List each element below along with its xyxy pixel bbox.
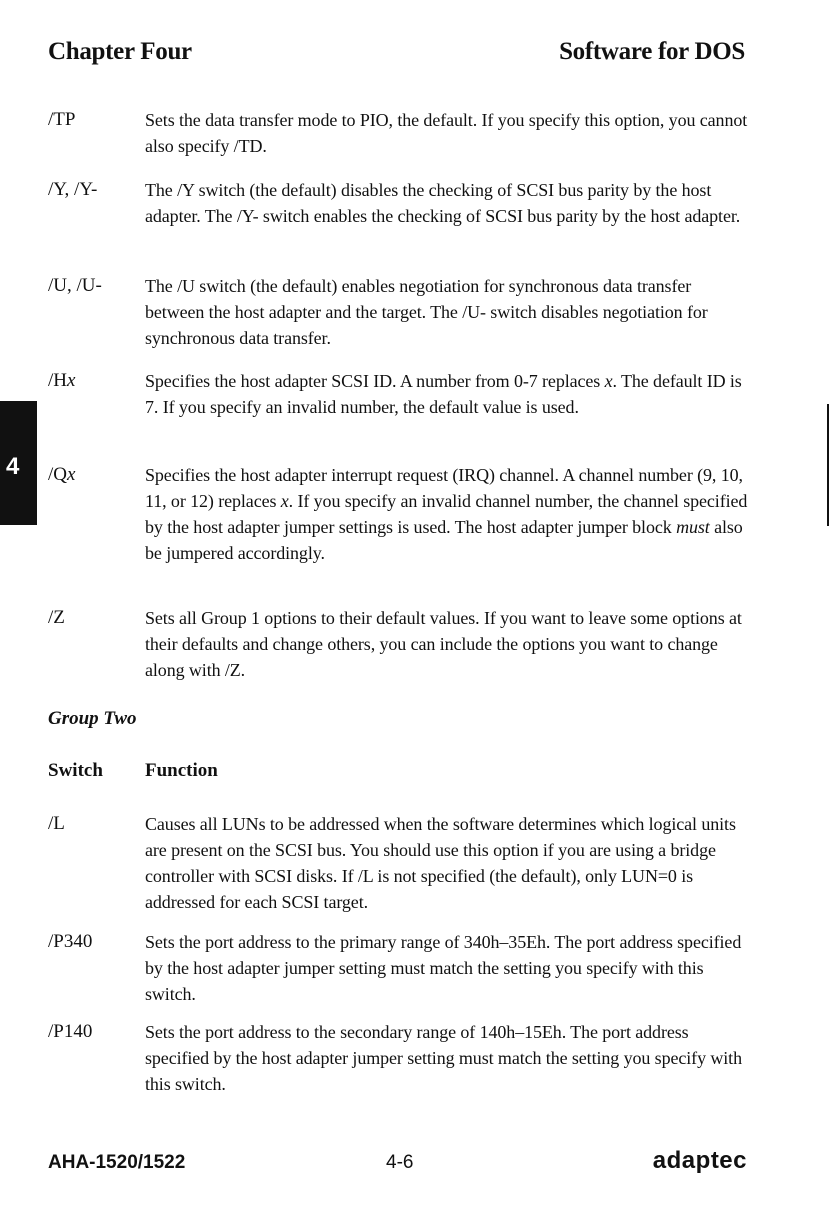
adaptec-logo: adaptec [652, 1147, 747, 1174]
chapter-title: Chapter Four [48, 38, 192, 65]
switch-name: /TP [48, 109, 76, 130]
switch-variable: x [67, 464, 76, 485]
switch-description: Causes all LUNs to be addressed when the software determines which logical units are present on the SCSI bus. You should use this option if you are using a bridge controller with SCSI disks. If /L is not specified (the default), only LUN=0 is addressed for each SCSI target. [145, 814, 736, 912]
column-header-function: Function [145, 760, 218, 781]
desc-text: also be jumpered accordingly. [145, 517, 743, 563]
desc-text: . If you specify an invalid channel number, the channel specified by the host adapter jumper settings is used. The host adapter jumper block [145, 491, 748, 537]
switch-description: Sets the port address to the primary range of 340h–35Eh. The port address specified by the host adapter jumper setting must match the setting you specify with this switch. [145, 932, 742, 1004]
page-header [48, 38, 748, 78]
switch-description: Sets the port address to the secondary range of 140h–15Eh. The port address specified by the host adapter jumper setting must match the setting you specify with this switch. [145, 1022, 742, 1094]
switch-name [48, 462, 75, 488]
switch-description: The /U switch (the default) enables negotiation for synchronous data transfer between the host adapter and the target. The /U- switch disables negotiation for synchronous data transfer. [145, 276, 708, 348]
switch-description [145, 368, 750, 420]
switch-prefix: /H [48, 370, 67, 391]
desc-variable: x [604, 371, 613, 391]
column-header-switch: Switch [48, 760, 103, 781]
switch-variable: x [67, 370, 76, 391]
switch-name: /P340 [48, 931, 93, 952]
chapter-tab-number: 4 [6, 453, 20, 480]
switch-description: Sets all Group 1 options to their default values. If you want to leave some options at their defaults and change others, you can include the options you want to change along with /Z. [145, 608, 742, 680]
chapter-side-tab [0, 401, 37, 525]
switch-description [145, 462, 750, 566]
section-title: Software for DOS [559, 38, 745, 65]
switch-name: /U, /U- [48, 275, 102, 296]
desc-variable: x [280, 491, 289, 511]
desc-text: Specifies the host adapter interrupt request (IRQ) channel. A channel number (9, 10, 11, or 12) replaces [145, 465, 743, 511]
switch-name: /Y, /Y- [48, 179, 98, 200]
group-two-heading: Group Two [48, 708, 137, 729]
desc-text: . The default ID is 7. If you specify an invalid number, the default value is used. [145, 371, 742, 417]
switch-description: Sets the data transfer mode to PIO, the default. If you specify this option, you cannot also specify /TD. [145, 110, 748, 156]
switch-name: /L [48, 813, 65, 834]
desc-emphasis: must [676, 517, 710, 537]
switch-description: The /Y switch (the default) disables the checking of SCSI bus parity by the host adapter. The /Y- switch enables the checking of SCSI bus parity by the host adapter. [145, 180, 741, 226]
switch-name: /Z [48, 607, 65, 628]
desc-text: Specifies the host adapter SCSI ID. A number from 0-7 replaces [145, 371, 605, 391]
switch-name: /P140 [48, 1021, 93, 1042]
switch-name [48, 368, 75, 394]
footer-page-number: 4-6 [386, 1152, 414, 1173]
switch-prefix: /Q [48, 464, 67, 485]
footer-model: AHA-1520/1522 [48, 1152, 186, 1173]
